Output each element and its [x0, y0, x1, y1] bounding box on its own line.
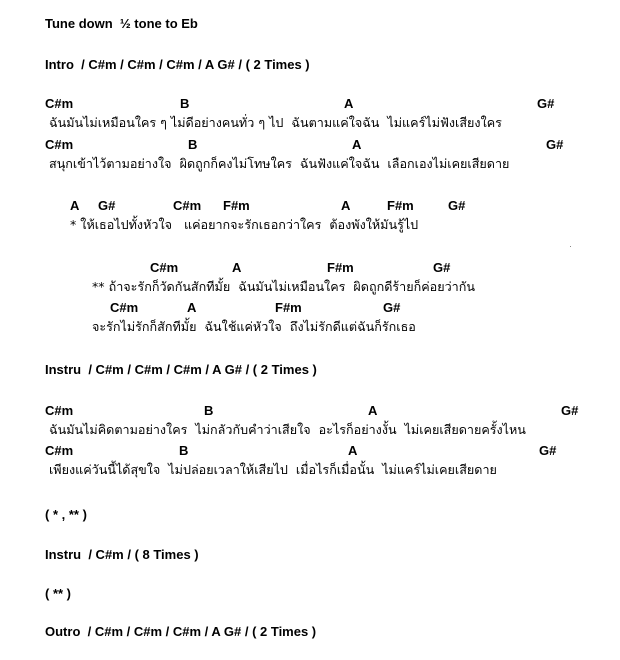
intro-progression: Intro / C#m / C#m / C#m / A G# / ( 2 Times ): [45, 57, 310, 72]
chord: A: [70, 198, 80, 213]
chord: G#: [546, 137, 564, 152]
chord: G#: [448, 198, 466, 213]
chord: G#: [537, 96, 555, 111]
chord: A: [344, 96, 354, 111]
chord: C#m: [45, 96, 74, 111]
repeat-marker: ( ** ): [45, 586, 71, 601]
instrumental-progression: Instru / C#m / ( 8 Times ): [45, 547, 199, 562]
chord: F#m: [223, 198, 250, 213]
lyric-line: สนุกเข้าไว้ตามอย่างใจ ผิดถูกก็คงไม่โทษใคร ฉันฟังแค่ใจฉัน เลือกเองไม่เคยเสียดาย: [45, 156, 510, 171]
chord: B: [188, 137, 198, 152]
chord: A: [341, 198, 351, 213]
repeat-marker: ( * , ** ): [45, 507, 87, 522]
chord: C#m: [45, 137, 74, 152]
chord: C#m: [173, 198, 202, 213]
chord: G#: [98, 198, 116, 213]
chord: B: [179, 443, 189, 458]
chord: G#: [561, 403, 579, 418]
outro-progression: Outro / C#m / C#m / C#m / A G# / ( 2 Times ): [45, 624, 317, 639]
tuning-note: Tune down ½ tone to Eb: [45, 16, 198, 31]
chord: C#m: [110, 300, 139, 315]
chord: B: [204, 403, 214, 418]
lyric-line: ฉันมันไม่เหมือนใคร ๆ ไม่ดีอย่างคนทั่ว ๆ ไป ฉันตามแค่ใจฉัน ไม่แคร์ไม่ฟังเสียงใคร: [45, 115, 502, 130]
chord: B: [180, 96, 190, 111]
chord: A: [368, 403, 378, 418]
lyric-line: * ให้เธอไปทั้งหัวใจ แค่อยากจะรักเธอกว่าใคร ต้องพังให้มันรู้ไป: [70, 217, 419, 232]
chord: A: [187, 300, 197, 315]
chord: F#m: [327, 260, 354, 275]
chord: F#m: [387, 198, 414, 213]
chord: F#m: [275, 300, 302, 315]
chord: C#m: [45, 443, 74, 458]
lyric-line: จะรักไม่รักก็สักทีมั้ย ฉันใช้แค่หัวใจ ถึงไม่รักดีแต่ฉันก็รักเธอ: [92, 319, 416, 334]
chord: C#m: [150, 260, 179, 275]
chord: A: [232, 260, 242, 275]
instrumental-progression: Instru / C#m / C#m / C#m / A G# / ( 2 Times ): [45, 362, 317, 377]
lyric-line: ฉันมันไม่คิดตามอย่างใคร ไม่กลัวกับคำว่าเสียใจ อะไรก็อย่างงั้น ไม่เคยเสียดายครั้งไหน: [45, 422, 526, 437]
lyric-line: ** ถ้าจะรักก็วัดกันสักทีมั้ย ฉันมันไม่เหมือนใคร ผิดถูกดีร้ายก็ค่อยว่ากัน: [92, 279, 475, 294]
chord: A: [352, 137, 362, 152]
chord: G#: [433, 260, 451, 275]
chord: G#: [383, 300, 401, 315]
chord: C#m: [45, 403, 74, 418]
stray-dot: [570, 246, 571, 247]
chord: A: [348, 443, 358, 458]
chord: G#: [539, 443, 557, 458]
lyric-line: เพียงแค่วันนี้ได้สุขใจ ไม่ปล่อยเวลาให้เสียไป เมื่อไรก็เมื่อนั้น ไม่แคร์ไม่เคยเสียดาย: [45, 462, 497, 477]
